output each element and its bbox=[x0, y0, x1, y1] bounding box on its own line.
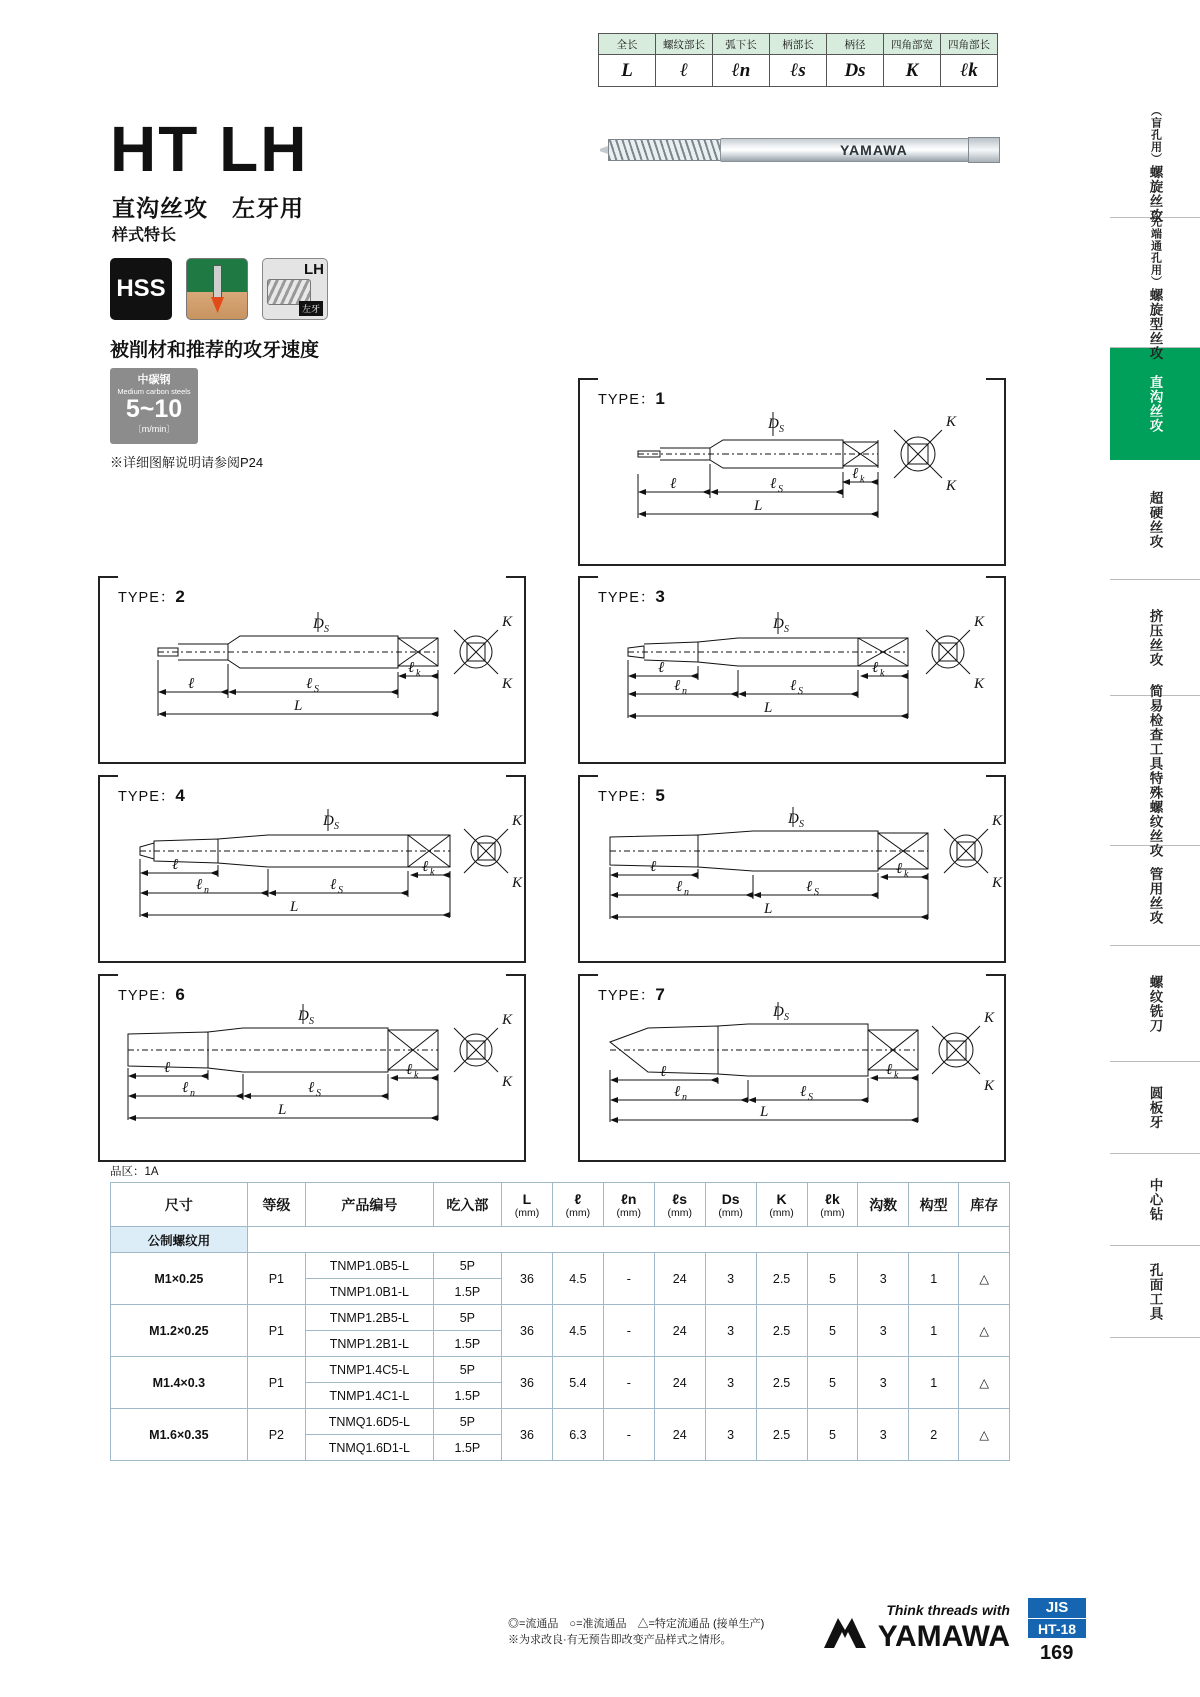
cell-part-number: TNMP1.2B5-L bbox=[305, 1305, 433, 1331]
svg-text:L: L bbox=[278, 1102, 287, 1118]
svg-text:n: n bbox=[190, 1088, 195, 1099]
page-subtitle: 直沟丝攻 左牙用 bbox=[112, 195, 304, 221]
cell-l: 4.5 bbox=[552, 1305, 603, 1357]
type-panel-5 bbox=[578, 775, 1006, 963]
cell-chamfer: 5P bbox=[433, 1253, 501, 1279]
specification-table bbox=[110, 1182, 1010, 1461]
cell-stock: △ bbox=[959, 1409, 1010, 1461]
cutting-speed-box bbox=[110, 368, 198, 444]
sidebar-item-straight-flute[interactable] bbox=[1110, 348, 1200, 460]
legend-header-cell: 柄部长 bbox=[770, 34, 827, 55]
svg-text:D: D bbox=[773, 1004, 784, 1020]
svg-text:K: K bbox=[502, 614, 513, 630]
tab-sublabel: 简易检查工具 bbox=[1147, 683, 1163, 771]
svg-text:ℓ: ℓ bbox=[872, 660, 879, 676]
svg-text:ℓ: ℓ bbox=[770, 476, 777, 492]
type-7-drawing bbox=[578, 974, 1006, 1162]
left-hand-thread-badge bbox=[262, 258, 328, 320]
svg-text:K: K bbox=[502, 676, 513, 692]
sidebar-item-forming[interactable] bbox=[1110, 580, 1200, 696]
yamawa-mark-icon bbox=[820, 1612, 870, 1652]
svg-text:S: S bbox=[314, 684, 319, 695]
th-flutes: 沟数 bbox=[858, 1183, 908, 1227]
cell-L: 36 bbox=[502, 1357, 553, 1409]
cell-Ds: 3 bbox=[705, 1357, 756, 1409]
type-label: TYPE：2 bbox=[118, 587, 186, 606]
svg-text:ℓ: ℓ bbox=[164, 1060, 171, 1076]
legend-header-cell: 螺纹部长 bbox=[656, 34, 713, 55]
legend-symbol-cell: L bbox=[599, 55, 656, 87]
th-part-number: 产品编号 bbox=[305, 1183, 433, 1227]
table-row[interactable] bbox=[111, 1409, 1010, 1435]
cell-part-number: TNMP1.4C1-L bbox=[305, 1383, 433, 1409]
th-K: K (mm) bbox=[756, 1183, 807, 1227]
svg-text:ℓ: ℓ bbox=[806, 879, 813, 895]
sidebar-item-round-die[interactable] bbox=[1110, 1062, 1200, 1154]
svg-text:ℓ: ℓ bbox=[676, 879, 683, 895]
svg-text:K: K bbox=[984, 1078, 995, 1094]
type-panel-2 bbox=[98, 576, 526, 764]
svg-text:ℓ: ℓ bbox=[800, 1084, 807, 1100]
lh-sub-label: 左牙 bbox=[299, 301, 323, 316]
th-l: ℓ (mm) bbox=[552, 1183, 603, 1227]
cell-l: 6.3 bbox=[552, 1409, 603, 1461]
svg-text:n: n bbox=[682, 1092, 687, 1103]
type-label: TYPE：3 bbox=[598, 587, 666, 606]
page-subtitle-2: 样式特长 bbox=[112, 227, 177, 244]
svg-text:S: S bbox=[799, 819, 804, 830]
svg-text:S: S bbox=[808, 1092, 813, 1103]
table-header-row bbox=[111, 1183, 1010, 1227]
svg-text:n: n bbox=[204, 885, 209, 896]
th-L: L (mm) bbox=[502, 1183, 553, 1227]
type-1-drawing bbox=[578, 378, 1006, 566]
product-zone-note: 品区：1A bbox=[110, 1166, 159, 1178]
tab-label: 挤压丝攻 bbox=[1147, 608, 1163, 667]
cell-grade: P1 bbox=[247, 1357, 305, 1409]
svg-text:k: k bbox=[430, 867, 435, 878]
th-lk: ℓk (mm) bbox=[807, 1183, 858, 1227]
cell-part-number: TNMP1.4C5-L bbox=[305, 1357, 433, 1383]
cell-Ds: 3 bbox=[705, 1253, 756, 1305]
cell-part-number: TNMQ1.6D1-L bbox=[305, 1435, 433, 1461]
tab-label: 直沟丝攻 bbox=[1147, 374, 1163, 433]
svg-text:S: S bbox=[814, 887, 819, 898]
svg-text:ℓ: ℓ bbox=[658, 660, 665, 676]
svg-text:D: D bbox=[773, 616, 784, 632]
cell-ln: - bbox=[603, 1409, 654, 1461]
cell-type: 1 bbox=[908, 1253, 958, 1305]
svg-text:k: k bbox=[894, 1070, 899, 1081]
cell-flutes: 3 bbox=[858, 1409, 908, 1461]
svg-text:ℓ: ℓ bbox=[422, 859, 429, 875]
symbol-legend-table bbox=[598, 33, 998, 87]
tap-square-drive bbox=[968, 137, 1000, 163]
svg-text:ℓ: ℓ bbox=[196, 877, 203, 893]
th-ls: ℓs (mm) bbox=[654, 1183, 705, 1227]
svg-text:n: n bbox=[684, 887, 689, 898]
cell-chamfer: 1.5P bbox=[433, 1435, 501, 1461]
type-2-drawing bbox=[98, 576, 526, 764]
legend-header-row bbox=[599, 34, 998, 55]
cell-L: 36 bbox=[502, 1253, 553, 1305]
svg-text:ℓ: ℓ bbox=[896, 861, 903, 877]
tab-label: 螺旋丝攻 bbox=[1147, 164, 1163, 223]
svg-text:L: L bbox=[754, 498, 763, 514]
type-6-drawing bbox=[98, 974, 526, 1162]
cell-K: 2.5 bbox=[756, 1357, 807, 1409]
svg-text:ℓ: ℓ bbox=[306, 676, 313, 692]
section-tabs bbox=[1110, 104, 1200, 1338]
reference-note: ※详细图解说明请参阅P24 bbox=[110, 455, 264, 470]
type-panel-7 bbox=[578, 974, 1006, 1162]
svg-text:ℓ: ℓ bbox=[790, 678, 797, 694]
sidebar-item-hole-tools[interactable] bbox=[1110, 1246, 1200, 1338]
svg-text:L: L bbox=[764, 901, 773, 917]
svg-text:S: S bbox=[778, 484, 783, 495]
svg-text:ℓ: ℓ bbox=[660, 1064, 667, 1080]
svg-text:ℓ: ℓ bbox=[330, 877, 337, 893]
svg-text:K: K bbox=[992, 813, 1003, 829]
material-speed-heading: 被削材和推荐的攻牙速度 bbox=[110, 340, 320, 361]
tab-label: 特殊螺纹丝攻 bbox=[1147, 770, 1163, 858]
svg-text:ℓ: ℓ bbox=[670, 476, 677, 492]
type-panel-6 bbox=[98, 974, 526, 1162]
cell-type: 1 bbox=[908, 1357, 958, 1409]
sidebar-item-carbide[interactable] bbox=[1110, 460, 1200, 580]
cell-type: 2 bbox=[908, 1409, 958, 1461]
legend-header-cell: 全长 bbox=[599, 34, 656, 55]
type-label: TYPE：6 bbox=[118, 985, 186, 1004]
svg-text:D: D bbox=[323, 813, 334, 829]
svg-text:K: K bbox=[512, 813, 523, 829]
svg-text:ℓ: ℓ bbox=[182, 1080, 189, 1096]
cell-chamfer: 1.5P bbox=[433, 1331, 501, 1357]
svg-text:ℓ: ℓ bbox=[674, 678, 681, 694]
lh-label: LH bbox=[304, 261, 324, 278]
svg-text:K: K bbox=[992, 875, 1003, 891]
cell-size: M1×0.25 bbox=[111, 1253, 248, 1305]
cell-chamfer: 5P bbox=[433, 1305, 501, 1331]
group-label: 公制螺纹用 bbox=[111, 1227, 248, 1253]
svg-text:L: L bbox=[760, 1104, 769, 1120]
legend-header-cell: 四角部宽 bbox=[884, 34, 941, 55]
tab-label: 螺纹铣刀 bbox=[1147, 974, 1163, 1033]
tap-thread-section bbox=[608, 139, 726, 161]
tab-label: 孔面工具 bbox=[1147, 1262, 1163, 1321]
cell-chamfer: 5P bbox=[433, 1409, 501, 1435]
svg-text:ℓ: ℓ bbox=[650, 859, 657, 875]
company-logo bbox=[820, 1602, 1010, 1654]
svg-text:D: D bbox=[298, 1008, 309, 1024]
svg-text:n: n bbox=[682, 686, 687, 697]
svg-text:ℓ: ℓ bbox=[308, 1080, 315, 1096]
cell-chamfer: 1.5P bbox=[433, 1279, 501, 1305]
cell-K: 2.5 bbox=[756, 1409, 807, 1461]
material-name-cn: 中碳钢 bbox=[137, 374, 171, 386]
cell-ls: 24 bbox=[654, 1409, 705, 1461]
cell-ls: 24 bbox=[654, 1357, 705, 1409]
stock-legend bbox=[508, 1616, 764, 1648]
svg-text:K: K bbox=[502, 1012, 513, 1028]
drill-body-icon bbox=[213, 265, 222, 299]
cell-grade: P1 bbox=[247, 1253, 305, 1305]
svg-text:S: S bbox=[309, 1016, 314, 1027]
stock-legend-line: ◎=流通品 ○=准流通品 △=特定流通品 (接单生产) bbox=[508, 1618, 765, 1630]
jis-badge bbox=[1028, 1598, 1086, 1638]
svg-text:S: S bbox=[784, 624, 789, 635]
type-label: TYPE：1 bbox=[598, 389, 666, 408]
svg-text:k: k bbox=[904, 869, 909, 880]
sidebar-item-center-drill[interactable] bbox=[1110, 1154, 1200, 1246]
svg-text:k: k bbox=[414, 1070, 419, 1081]
cell-lk: 5 bbox=[807, 1357, 858, 1409]
th-type: 构型 bbox=[908, 1183, 958, 1227]
svg-text:ℓ: ℓ bbox=[886, 1062, 893, 1078]
type-panel-4 bbox=[98, 775, 526, 963]
svg-text:L: L bbox=[764, 700, 773, 716]
page-title: HT LH bbox=[110, 113, 309, 185]
legend-symbol-cell: ℓn bbox=[713, 55, 770, 87]
svg-text:L: L bbox=[294, 698, 303, 714]
cell-flutes: 3 bbox=[858, 1253, 908, 1305]
cell-type: 1 bbox=[908, 1305, 958, 1357]
jis-label: JIS bbox=[1028, 1598, 1086, 1618]
cell-ls: 24 bbox=[654, 1253, 705, 1305]
svg-text:ℓ: ℓ bbox=[674, 1084, 681, 1100]
speed-value: 5~10 bbox=[125, 395, 183, 423]
type-panel-3 bbox=[578, 576, 1006, 764]
cell-part-number: TNMP1.0B1-L bbox=[305, 1279, 433, 1305]
cell-ln: - bbox=[603, 1357, 654, 1409]
cell-L: 36 bbox=[502, 1305, 553, 1357]
legend-symbol-cell: ℓ bbox=[656, 55, 713, 87]
tab-label: 管用丝攻 bbox=[1147, 866, 1163, 925]
company-name: YAMAWA bbox=[877, 1620, 1010, 1653]
svg-text:ℓ: ℓ bbox=[188, 676, 195, 692]
svg-text:S: S bbox=[316, 1088, 321, 1099]
cell-part-number: TNMP1.0B5-L bbox=[305, 1253, 433, 1279]
page-number: 169 bbox=[1040, 1642, 1074, 1664]
drill-point-icon bbox=[211, 297, 224, 313]
th-size: 尺寸 bbox=[111, 1183, 248, 1227]
legend-symbol-cell: ℓk bbox=[941, 55, 998, 87]
cell-grade: P1 bbox=[247, 1305, 305, 1357]
cell-K: 2.5 bbox=[756, 1253, 807, 1305]
svg-text:S: S bbox=[334, 821, 339, 832]
svg-text:D: D bbox=[768, 416, 779, 432]
tagline: Think threads with bbox=[886, 1602, 1010, 1618]
cell-l: 4.5 bbox=[552, 1253, 603, 1305]
tab-sublabel: （盲孔用） bbox=[1149, 104, 1162, 165]
legend-header-cell: 弧下长 bbox=[713, 34, 770, 55]
product-photo bbox=[600, 124, 1000, 176]
photo-brand-label: YAMAWA bbox=[840, 142, 908, 158]
cell-K: 2.5 bbox=[756, 1305, 807, 1357]
cell-part-number: TNMP1.2B1-L bbox=[305, 1331, 433, 1357]
jis-code: HT-18 bbox=[1028, 1618, 1086, 1638]
svg-text:D: D bbox=[313, 616, 324, 632]
cell-chamfer: 5P bbox=[433, 1357, 501, 1383]
tab-sublabel: （先端通孔用） bbox=[1149, 204, 1162, 289]
cell-size: M1.4×0.3 bbox=[111, 1357, 248, 1409]
cell-grade: P2 bbox=[247, 1409, 305, 1461]
th-ln: ℓn (mm) bbox=[603, 1183, 654, 1227]
svg-text:K: K bbox=[984, 1010, 995, 1026]
table-row[interactable] bbox=[111, 1305, 1010, 1331]
cell-Ds: 3 bbox=[705, 1305, 756, 1357]
tab-label: 圆板牙 bbox=[1147, 1085, 1163, 1130]
type-label: TYPE：4 bbox=[118, 786, 186, 805]
cell-flutes: 3 bbox=[858, 1305, 908, 1357]
hss-badge: HSS bbox=[110, 258, 172, 320]
cell-flutes: 3 bbox=[858, 1357, 908, 1409]
material-name-en: Medium carbon steels bbox=[117, 387, 191, 396]
cell-stock: △ bbox=[959, 1253, 1010, 1305]
th-chamfer: 吃入部 bbox=[433, 1183, 501, 1227]
cell-lk: 5 bbox=[807, 1409, 858, 1461]
cell-Ds: 3 bbox=[705, 1409, 756, 1461]
cell-lk: 5 bbox=[807, 1305, 858, 1357]
svg-text:K: K bbox=[512, 875, 523, 891]
legend-symbol-cell: K bbox=[884, 55, 941, 87]
type-label: TYPE：7 bbox=[598, 985, 666, 1004]
cell-chamfer: 1.5P bbox=[433, 1383, 501, 1409]
svg-text:k: k bbox=[880, 668, 885, 679]
legend-header-cell: 四角部长 bbox=[941, 34, 998, 55]
cell-size: M1.2×0.25 bbox=[111, 1305, 248, 1357]
table-row[interactable] bbox=[111, 1253, 1010, 1279]
svg-text:K: K bbox=[974, 614, 985, 630]
type-3-drawing bbox=[578, 576, 1006, 764]
cell-ls: 24 bbox=[654, 1305, 705, 1357]
type-4-drawing bbox=[98, 775, 526, 963]
blind-hole-icon bbox=[186, 258, 248, 320]
svg-text:ℓ: ℓ bbox=[172, 857, 179, 873]
sidebar-item-thread-mill[interactable] bbox=[1110, 946, 1200, 1062]
svg-text:S: S bbox=[338, 885, 343, 896]
cell-lk: 5 bbox=[807, 1253, 858, 1305]
svg-text:ℓ: ℓ bbox=[408, 660, 415, 676]
sidebar-item-spiral-point-through[interactable] bbox=[1110, 204, 1200, 361]
speed-unit: 〔m/min〕 bbox=[132, 424, 176, 434]
cell-L: 36 bbox=[502, 1409, 553, 1461]
tab-label: 超硬丝攻 bbox=[1147, 490, 1163, 549]
legend-symbol-row bbox=[599, 55, 998, 87]
svg-text:S: S bbox=[779, 424, 784, 435]
sidebar-item-spiral-blind[interactable] bbox=[1110, 104, 1200, 223]
svg-text:S: S bbox=[324, 624, 329, 635]
svg-text:ℓ: ℓ bbox=[852, 466, 859, 482]
svg-text:K: K bbox=[974, 676, 985, 692]
svg-text:L: L bbox=[290, 899, 299, 915]
cell-stock: △ bbox=[959, 1357, 1010, 1409]
svg-text:S: S bbox=[798, 686, 803, 697]
table-group-row bbox=[111, 1227, 1010, 1253]
type-label: TYPE：5 bbox=[598, 786, 666, 805]
group-empty bbox=[247, 1227, 1009, 1253]
cell-ln: - bbox=[603, 1253, 654, 1305]
th-grade: 等级 bbox=[247, 1183, 305, 1227]
tab-label: 中心钻 bbox=[1147, 1177, 1163, 1222]
th-Ds: Ds (mm) bbox=[705, 1183, 756, 1227]
svg-text:K: K bbox=[946, 478, 957, 494]
cell-size: M1.6×0.35 bbox=[111, 1409, 248, 1461]
svg-text:K: K bbox=[946, 414, 957, 430]
svg-text:K: K bbox=[502, 1074, 513, 1090]
svg-text:ℓ: ℓ bbox=[406, 1062, 413, 1078]
table-row[interactable] bbox=[111, 1357, 1010, 1383]
tab-label: 螺旋型丝攻 bbox=[1147, 288, 1163, 361]
svg-text:S: S bbox=[784, 1012, 789, 1023]
svg-text:D: D bbox=[788, 811, 799, 827]
svg-text:k: k bbox=[416, 668, 421, 679]
disclaimer-line: ※为求改良·有无预告即改变产品样式之情形。 bbox=[508, 1634, 732, 1646]
cell-part-number: TNMQ1.6D5-L bbox=[305, 1409, 433, 1435]
th-stock: 库存 bbox=[959, 1183, 1010, 1227]
legend-symbol-cell: ℓs bbox=[770, 55, 827, 87]
cell-l: 5.4 bbox=[552, 1357, 603, 1409]
cell-stock: △ bbox=[959, 1305, 1010, 1357]
type-5-drawing bbox=[578, 775, 1006, 963]
sidebar-item-pipe[interactable] bbox=[1110, 846, 1200, 946]
svg-text:k: k bbox=[860, 474, 865, 485]
sidebar-item-special-gauge[interactable] bbox=[1110, 683, 1200, 858]
type-panel-1 bbox=[578, 378, 1006, 566]
legend-header-cell: 柄径 bbox=[827, 34, 884, 55]
cell-ln: - bbox=[603, 1305, 654, 1357]
legend-symbol-cell: Ds bbox=[827, 55, 884, 87]
